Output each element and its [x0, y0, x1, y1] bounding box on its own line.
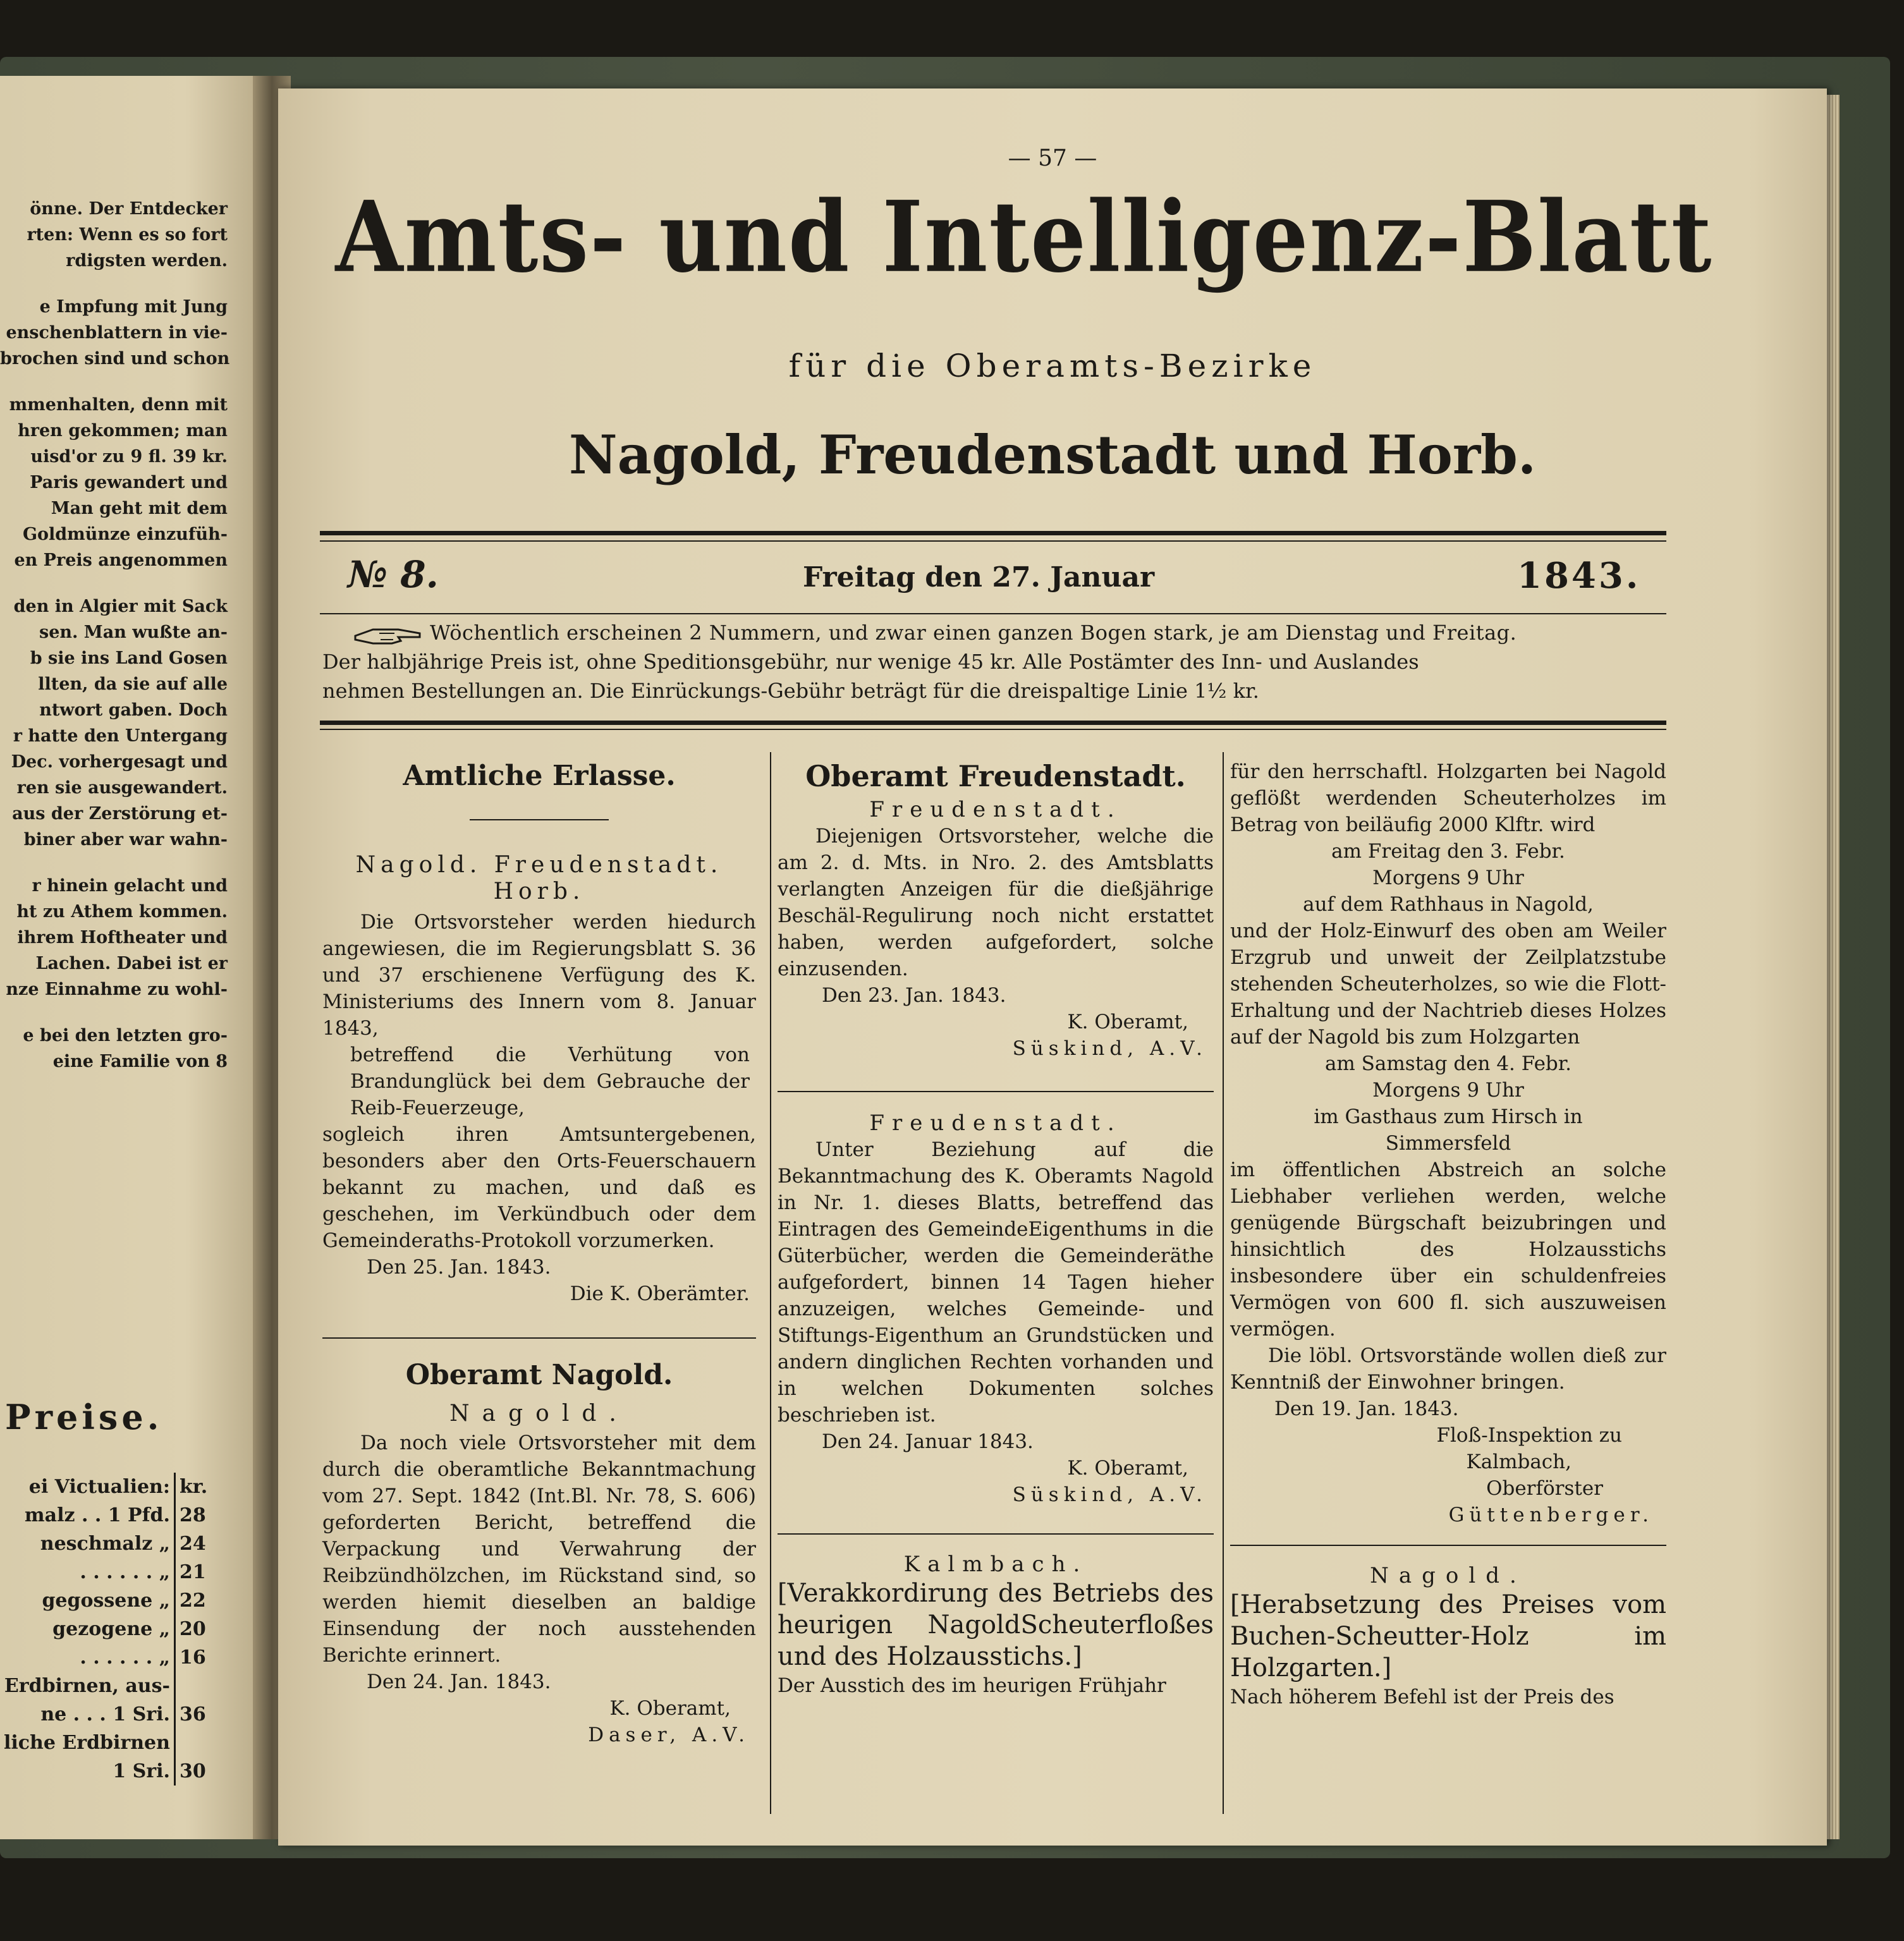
prices-heading: Preise. — [5, 1397, 163, 1437]
left-page-line: ren sie ausgewandert. — [16, 778, 228, 798]
price-row — [0, 1672, 219, 1700]
price-row — [0, 1643, 219, 1672]
price-value: 30 — [174, 1757, 219, 1786]
masthead-rule-thin — [320, 540, 1666, 542]
column-2 — [778, 758, 1214, 1699]
notice-rule-bottom — [320, 721, 1666, 725]
column-3 — [1230, 758, 1666, 1710]
article-body: Der Ausstich des im heurigen Frühjahr — [778, 1674, 1166, 1697]
left-page-line: b sie ins Land Gosen — [30, 648, 228, 668]
article-body: sogleich ihren Amtsuntergebenen, besonders aber den Orts-Feuerschauern bekannt zu machen, und daß es geschehen, im Verkündbuch oder dem Gemeinderaths-Protokoll vorzumerken. — [322, 1123, 756, 1252]
article-signature: Oberförster — [1486, 1477, 1603, 1500]
left-page-line: biner aber war wahn- — [23, 830, 228, 849]
article-place: Kalmbach. — [903, 1552, 1088, 1577]
price-row — [0, 1586, 219, 1615]
section-heading-freudenstadt: Oberamt Freudenstadt. — [805, 759, 1186, 793]
left-page-line: Dec. vorhergesagt und — [11, 752, 228, 772]
article-body: Die Ortsvorsteher werden hiedurch angewiesen, die im Regierungsblatt S. 36 und 37 erschienene Verfügung des K. Ministeriums des Innern vom 8. Januar 1843, — [322, 911, 756, 1040]
price-item: gegossene „ — [42, 1590, 170, 1612]
price-row — [0, 1757, 219, 1786]
auction-location: auf dem Rathhaus in Nagold, — [1303, 893, 1594, 916]
article-divider — [778, 1091, 1214, 1092]
price-row — [0, 1558, 219, 1586]
left-page-line: ht zu Athem kommen. — [16, 902, 228, 922]
left-page-line: brochen sind und schon — [0, 349, 230, 368]
left-page-line: Goldmünze einzufüh- — [22, 525, 228, 544]
price-row — [0, 1473, 219, 1501]
left-page-line: r hatte den Untergang — [13, 726, 228, 746]
article-signature: Güttenberger. — [1448, 1504, 1654, 1526]
column-divider-1 — [770, 752, 771, 1814]
left-page-line: r hinein gelacht und — [32, 876, 228, 896]
price-item: neschmalz „ — [40, 1533, 170, 1555]
hand-icon — [354, 624, 424, 647]
section-heading-nagold: Oberamt Nagold. — [405, 1359, 673, 1391]
article-signature: K. Oberamt, — [1067, 1457, 1188, 1480]
article-body: für den herrschaftl. Holzgarten bei Nagold geflößt werdenden Scheuterholzes im Betrag von beiläufig 2000 Klftr. wird — [1230, 760, 1666, 836]
price-item: ne . . . 1 Sri. — [40, 1703, 170, 1725]
issue-number: № 8. — [348, 553, 439, 596]
article-body: Unter Beziehung auf die Bekanntmachung des K. Oberamts Nagold in Nr. 1. dieses Blatts, betreffend das Eintragen des GemeindeEigenthums in die Güterbücher, werden die Gemeinderäthe aufgefordert, binnen 14 Tagen hieher anzuzeigen, welches Gemeinde- und Stiftungs-Eigenthum an Grundstücken und andern dinglichen Rechten vorhanden und in welchen Dokumenten solches beschrieben ist. — [778, 1138, 1214, 1427]
price-value: 20 — [174, 1615, 219, 1643]
left-page-line: den in Algier mit Sack — [13, 597, 228, 616]
left-page-line: aus der Zerstörung et- — [12, 804, 228, 824]
newspaper-page — [278, 88, 1827, 1846]
article-place: Freudenstadt. — [869, 1110, 1122, 1136]
price-row — [0, 1501, 219, 1530]
price-value: kr. — [174, 1473, 219, 1501]
price-row — [0, 1700, 219, 1729]
left-page-line: hren gekommen; man — [18, 421, 228, 441]
article-body: und der Holz-Einwurf des oben am Weiler Erzgrub und unweit der Zeilplatzstube stehenden Scheuterholzes, so wie die Flott-Erhaltung und der Nachtrieb dieses Holzes auf der Nagold bis zum Holzgarten — [1230, 920, 1666, 1049]
article-date: Den 19. Jan. 1843. — [1274, 1397, 1459, 1420]
left-page-line: Paris gewandert und — [30, 473, 228, 492]
article-body: Nach höherem Befehl ist der Preis des — [1230, 1686, 1614, 1708]
notice-rule-bottom-thin — [320, 729, 1666, 730]
article-signature: K. Oberamt, — [609, 1697, 731, 1720]
article-date: Den 25. Jan. 1843. — [367, 1256, 551, 1279]
article-body: im öffentlichen Abstreich an solche Liebhaber verliehen werden, welche genügende Bürgschaft beizubringen und hinsichtlich des Holzausstichs insbesondere über ein schuldenfreies Vermögen von 600 fl. sich auszuweisen vermögen. — [1230, 1159, 1666, 1341]
price-value — [174, 1729, 219, 1757]
price-table — [0, 1473, 219, 1786]
price-value: 22 — [174, 1586, 219, 1615]
left-page-line: ihrem Hoftheater und — [17, 928, 228, 947]
left-page-line: enschenblattern in vie- — [6, 323, 228, 343]
article-body: Diejenigen Ortsvorsteher, welche die am 2. d. Mts. in Nro. 2. des Amtsblatts verlangten Anzeigen für die dießjährige Beschäl-Regulirung noch nicht erstattet haben, werden aufgefordert, solche einzusenden. — [778, 825, 1214, 980]
article-signature: Süskind, A.V. — [1012, 1483, 1207, 1506]
left-page-line: nze Einnahme zu wohl- — [6, 980, 228, 999]
article-title: [Verakkordirung des Betriebs des heurigen NagoldScheuterfloßes und des Holzausstichs.] — [778, 1579, 1214, 1671]
article-place: Nagold. Freudenstadt. Horb. — [355, 852, 723, 904]
article-signature: Floß-Inspektion zu — [1436, 1424, 1622, 1447]
article-subject: betreffend die Verhütung von Brandunglück bei dem Gebrauche der Reib-Feuerzeuge, — [350, 1044, 750, 1119]
article-signature: Süskind, A.V. — [1012, 1037, 1207, 1060]
price-value: 21 — [174, 1558, 219, 1586]
left-page-line: önne. Der Entdecker — [30, 199, 228, 219]
price-value: 36 — [174, 1700, 219, 1729]
price-value — [174, 1672, 219, 1700]
price-item: 1 Sri. — [113, 1760, 170, 1782]
auction-time: Morgens 9 Uhr — [1372, 1079, 1524, 1102]
auction-location: im Gasthaus zum Hirsch in Simmersfeld — [1314, 1105, 1583, 1155]
left-page-line: mmenhalten, denn mit — [9, 395, 228, 415]
left-page-line: ntwort gaben. Doch — [39, 700, 228, 720]
column-divider-2 — [1223, 752, 1224, 1814]
article-date: Den 24. Januar 1843. — [822, 1430, 1034, 1453]
price-item: malz . . 1 Pfd. — [24, 1504, 170, 1526]
auction-date: am Samstag den 4. Febr. — [1324, 1052, 1572, 1075]
notice-rule-top — [320, 613, 1666, 614]
price-item: gezogene „ — [52, 1618, 170, 1640]
article-signature: Kalmbach, — [1466, 1451, 1571, 1473]
left-page — [0, 76, 265, 1839]
left-page-text — [0, 196, 228, 1074]
notice-line-2: Der halbjährige Preis ist, ohne Speditionsgebühr, nur wenige 45 kr. Alle Postämter des Inn- und Auslandes — [322, 650, 1419, 674]
price-item: Erdbirnen, aus- — [4, 1675, 170, 1697]
price-row — [0, 1615, 219, 1643]
article-place: Nagold. — [1370, 1563, 1527, 1588]
article-place: Freudenstadt. — [869, 797, 1122, 822]
column-1 — [322, 758, 756, 1748]
price-item: . . . . . . „ — [80, 1646, 170, 1669]
masthead-subtitle: für die Oberamts-Bezirke — [788, 348, 1317, 384]
section-heading-official: Amtliche Erlasse. — [403, 760, 676, 792]
left-page-line: rdigsten werden. — [66, 251, 228, 271]
notice-line-1: Wöchentlich erscheinen 2 Nummern, und zwar einen ganzen Bogen stark, je am Dienstag und Freitag. — [430, 621, 1517, 645]
left-page-line: sen. Man wußte an- — [39, 623, 228, 642]
left-page-line: llten, da sie auf alle — [38, 674, 228, 694]
article-body: Da noch viele Ortsvorsteher mit dem durch die oberamtliche Bekanntmachung vom 27. Sept. 1842 (Int.Bl. Nr. 78, S. 606) geforderten Bericht, betreffend die Verpackung und Verwahrung der Reibzündhölzchen, im Rückstand sind, so werden hiemit dieselben an baldige Einsendung der noch ausstehenden Berichte erinnert. — [322, 1432, 756, 1667]
heading-underline — [470, 819, 609, 820]
left-page-line: Lachen. Dabei ist er — [35, 954, 228, 973]
left-page-line: Man geht mit dem — [51, 499, 228, 518]
left-page-line: e bei den letzten gro- — [23, 1026, 228, 1045]
article-signature: Daser, A.V. — [588, 1724, 750, 1746]
article-divider — [778, 1533, 1214, 1535]
price-row — [0, 1530, 219, 1558]
price-item: liche Erdbirnen — [4, 1732, 170, 1754]
issue-date: Freitag den 27. Januar — [803, 561, 1155, 593]
masthead-rule-top — [320, 531, 1666, 535]
price-value: 16 — [174, 1643, 219, 1672]
left-page-line: en Preis angenommen — [14, 551, 228, 570]
price-item: ei Victualien: — [28, 1476, 170, 1498]
left-page-line: e Impfung mit Jung — [39, 297, 228, 317]
price-value: 28 — [174, 1501, 219, 1530]
article-body: Die löbl. Ortsvorstände wollen dieß zur Kenntniß der Einwohner bringen. — [1230, 1344, 1666, 1394]
article-title: [Herabsetzung des Preises vom Buchen-Scheutter-Holz im Holzgarten.] — [1230, 1590, 1666, 1682]
left-page-line: rten: Wenn es so fort — [27, 225, 228, 245]
article-divider — [322, 1337, 756, 1339]
price-row — [0, 1729, 219, 1757]
notice-line-3: nehmen Bestellungen an. Die Einrückungs-Gebühr beträgt für die dreispaltige Linie 1½ kr. — [322, 679, 1259, 703]
left-page-line: eine Familie von 8 — [52, 1052, 228, 1071]
price-value: 24 — [174, 1530, 219, 1558]
auction-date: am Freitag den 3. Febr. — [1331, 840, 1565, 863]
masthead-districts: Nagold, Freudenstadt und Horb. — [568, 423, 1537, 486]
article-signature: Die K. Oberämter. — [570, 1282, 750, 1305]
issue-year: 1843. — [1517, 555, 1641, 597]
article-signature: K. Oberamt, — [1067, 1011, 1188, 1033]
page-number: — 57 — — [1008, 145, 1097, 171]
left-page-line: uisd'or zu 9 fl. 39 kr. — [30, 447, 228, 466]
article-date: Den 23. Jan. 1843. — [822, 984, 1006, 1007]
article-divider — [1230, 1545, 1666, 1546]
price-item: . . . . . . „ — [80, 1561, 170, 1583]
masthead-title: Amts- und Intelligenz-Blatt — [335, 179, 1713, 295]
article-place: Nagold. — [449, 1401, 629, 1427]
auction-time: Morgens 9 Uhr — [1372, 867, 1524, 889]
article-date: Den 24. Jan. 1843. — [367, 1670, 551, 1693]
